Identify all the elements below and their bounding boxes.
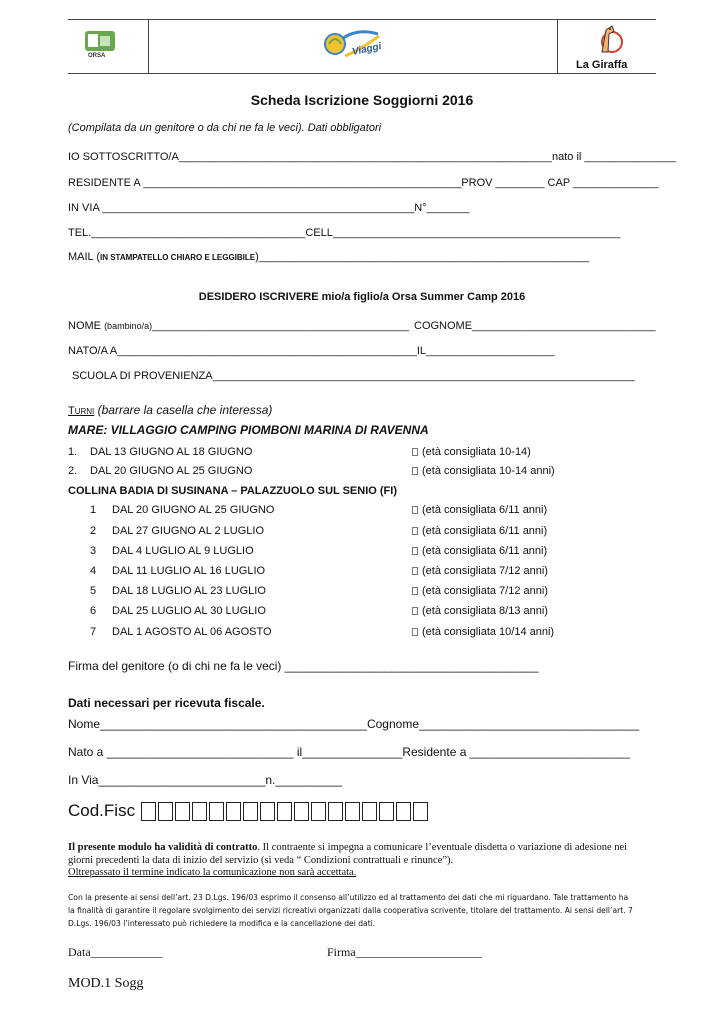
codfisc-box[interactable] [243,802,258,821]
checkbox[interactable] [412,547,418,555]
mod-label: MOD.1 Sogg [68,976,144,991]
age-label: (età consigliata 10-14) [422,446,531,458]
contract-bold: Il presente modulo ha validità di contratto [68,842,258,853]
list-item-age[interactable] [412,504,547,516]
item-num: 2. [68,465,78,477]
item-num: 1. [68,446,78,458]
mail-line[interactable] [68,251,589,263]
turni-label: Turni [68,405,95,417]
child-scuola-line[interactable]: SCUOLA DI PROVENIENZA_____________________________________________________________________ [72,370,635,382]
fiscale-heading: Dati necessari per ricevuta fiscale. [68,696,265,710]
list-item-text: DAL 13 GIUGNO AL 18 GIUGNO [90,446,253,458]
codfisc-box[interactable] [277,802,292,821]
list-item-age[interactable] [412,545,547,557]
turni-line [68,403,272,417]
checkbox[interactable] [412,506,418,514]
privacy-line-3: D.Lgs. 196/03 l’interessato può richiedere la modifica e la cancellazione dei dati. [68,919,376,928]
fiscale-nato-line[interactable]: Nato a ____________________________ il_______________Residente a ________________________ [68,745,630,759]
nome-note: (bambino/a) [104,321,153,331]
codfisc-box[interactable] [260,802,275,821]
codfisc-box[interactable] [328,802,343,821]
child-cognome-line[interactable]: COGNOME______________________________ [414,320,656,332]
item-num: 7 [90,626,97,638]
fiscale-via-line[interactable]: In Via_________________________n.__________ [68,773,343,787]
giraffe-logo [594,22,624,56]
codfisc-box[interactable] [141,802,156,821]
age-label: (età consigliata 8/13 anni) [422,605,548,617]
list-item-text: DAL 20 GIUGNO AL 25 GIUGNO [112,504,275,516]
checkbox[interactable] [412,527,418,535]
codfisc-box[interactable] [158,802,173,821]
giraffe-logo-text: La Giraffa [576,59,628,71]
list-item-text: DAL 1 AGOSTO AL 06 AGOSTO [112,626,272,638]
age-label: (età consigliata 6/11 anni) [422,504,548,516]
checkbox[interactable] [412,607,418,615]
list-item-age[interactable] [412,525,547,537]
mare-heading: MARE: VILLAGGIO CAMPING PIOMBONI MARINA DI RAVENNA [68,423,429,437]
privacy-line-2: la finalità di garantire il regolare svolgimento dei servizi ricreativi organizzati dalla cooperativa scrivente, titolare del trattamento. Ai sensi dell’art. 7 [68,906,633,915]
collina-heading: COLLINA BADIA DI SUSINANA – PALAZZUOLO SUL SENIO (FI) [68,485,397,497]
header-divider [148,20,149,73]
contract-line-2: giorni precedenti la data di inizio del servizio (si veda “ Condizioni contrattuali e rinunce”). [68,855,454,866]
checkbox[interactable] [412,467,418,475]
list-item [68,446,77,458]
age-label: (età consigliata 6/11 anni) [422,545,548,557]
item-num: 5 [90,585,97,597]
codfisc-row [68,801,430,821]
list-item-text: DAL 11 LUGLIO AL 16 LUGLIO [112,565,266,577]
via-line[interactable]: IN VIA ___________________________________________________N°_______ [68,202,470,214]
age-label: (età consigliata 6/11 anni) [422,525,548,537]
child-nato-line[interactable]: NATO/A A_________________________________________________IL_____________________ [68,345,555,357]
list-item-text: DAL 20 GIUGNO AL 25 GIUGNO [90,465,253,477]
firma-genitore-line[interactable]: Firma del genitore (o di chi ne fa le veci) ______________________________________ [68,659,539,673]
page-title: Scheda Iscrizione Soggiorni 2016 [250,92,474,108]
list-item-age[interactable] [412,465,555,477]
codfisc-box[interactable] [345,802,360,821]
sottoscritto-line[interactable]: IO SOTTOSCRITTO/A_____________________________________________________________nato il _______________ [68,151,677,163]
firma-line[interactable]: Firma_____________________ [327,945,482,959]
list-item-text: DAL 4 LUGLIO AL 9 LUGLIO [112,545,254,557]
deva-viaggi-text: Viaggi [351,41,383,58]
tel-line[interactable]: TEL.___________________________________CELL_______________________________________________ [68,227,621,239]
list-item [68,465,77,477]
list-item-text: DAL 18 LUGLIO AL 23 LUGLIO [112,585,266,597]
age-label: (età consigliata 7/12 anni) [422,585,548,597]
residente-line[interactable]: RESIDENTE A ____________________________________________________PROV ________ CAP ______________ [68,177,659,189]
mail-note: IN STAMPATELLO CHIARO E LEGGIBILE [100,253,256,262]
checkbox[interactable] [412,628,418,636]
item-num: 3 [90,545,97,557]
age-label: (età consigliata 7/12 anni) [422,565,548,577]
age-label: (età consigliata 10/14 anni) [422,626,555,638]
item-num: 4 [90,565,97,577]
item-num: 1 [90,504,97,516]
codfisc-box[interactable] [175,802,190,821]
list-item-text: DAL 27 GIUGNO AL 2 LUGLIO [112,525,265,537]
codfisc-box[interactable] [192,802,207,821]
child-nome-line[interactable] [68,320,409,332]
list-item-age[interactable] [412,626,554,638]
list-item-age[interactable] [412,565,548,577]
codfisc-box[interactable] [294,802,309,821]
header-table [68,19,656,74]
age-label: (età consigliata 10-14 anni) [422,465,555,477]
list-item-age[interactable] [412,446,531,458]
codfisc-box[interactable] [362,802,377,821]
codfisc-box[interactable] [396,802,411,821]
mail-label: MAIL ( [68,251,100,263]
checkbox[interactable] [412,567,418,575]
codfisc-box[interactable] [226,802,241,821]
nome-label: NOME [68,320,105,332]
orsa-logo-text: ORSA [88,53,106,59]
mail-blank: )______________________________________________________ [255,251,590,263]
codfisc-box[interactable] [209,802,224,821]
item-num: 2 [90,525,97,537]
privacy-line-1: Con la presente ai sensi dell’art. 23 D.Lgs. 196/03 esprimo il consenso all’utilizzo ed al trattamento dei dati che mi riguardano. Tale trattamento ha [68,893,629,902]
header-divider [557,20,558,73]
data-line[interactable]: Data____________ [68,945,163,959]
item-num: 6 [90,605,97,617]
checkbox[interactable] [412,448,418,456]
list-item-age[interactable] [412,585,548,597]
list-item-age[interactable] [412,605,548,617]
nome-blank: __________________________________________ [152,320,410,332]
checkbox[interactable] [412,587,418,595]
subtitle: (Compilata da un genitore o da chi ne fa le veci). Dati obbligatori [68,122,382,134]
contract-line-3: Oltrepassato il termine indicato la comunicazione non sarà accettata. [68,867,357,878]
codfisc-box[interactable] [379,802,394,821]
codfisc-label: Cod.Fisc [68,801,136,820]
contract-text: . Il contraente si impegna a comunicare l’eventuale disdetta o variazione di adesione nei [257,842,628,853]
turni-note: (barrare la casella che interessa) [97,403,273,417]
list-item-text: DAL 25 LUGLIO AL 30 LUGLIO [112,605,266,617]
fiscale-nome-line[interactable]: Nome________________________________________Cognome_________________________________ [68,717,640,731]
codfisc-box[interactable] [311,802,326,821]
enroll-heading: DESIDERO ISCRIVERE mio/a figlio/a Orsa Summer Camp 2016 [198,291,526,303]
contract-line-1 [68,842,627,853]
codfisc-box[interactable] [413,802,428,821]
